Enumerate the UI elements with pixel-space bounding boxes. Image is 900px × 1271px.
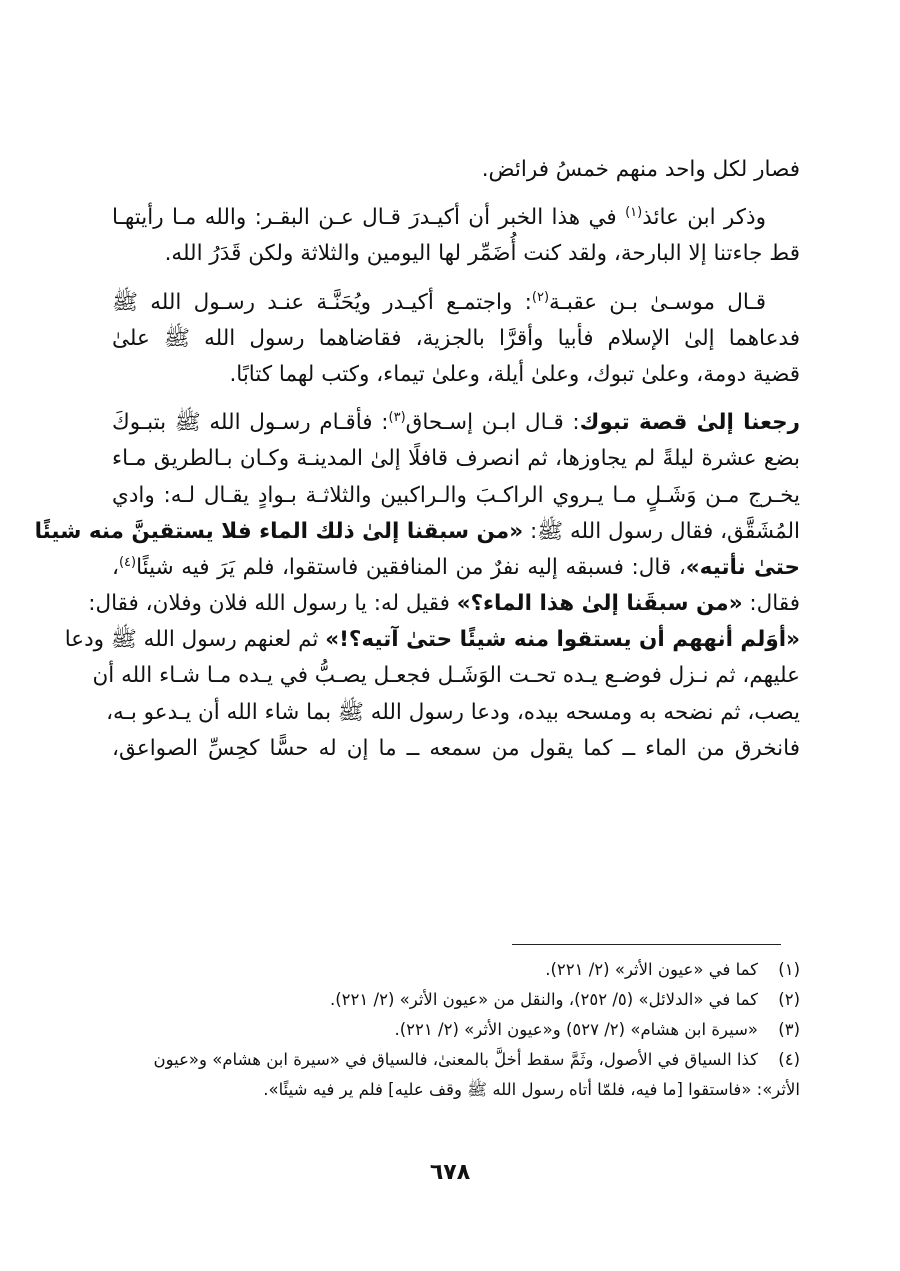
paragraph-4-line-4: المُشَقَّق، فقال رسول الله ﷺ: «من سبقنا إلىٰ ذلك الماء فلا يستقينَّ منه شيئًا <box>34 518 800 544</box>
paragraph-3-line-3: قضية دومة، وعلىٰ تبوك، وعلىٰ أيلة، وعلىٰ تيماء، وكتب لهما كتابًا. <box>229 361 800 387</box>
footnote-marker-2[interactable]: (٢) <box>531 289 550 305</box>
footnote-text: كما في «الدلائل» (٥/ ٢٥٢)، والنقل من «عيون الأثر» (٢/ ٢٢١). <box>329 990 758 1009</box>
footnote-2 <box>112 985 800 1015</box>
paragraph-3-line-1: قـال موسـىٰ بـن عقبـة$^{(٢)}$: واجتمـع أكيـدر ويُحَنَّـة عنـد رسـول الله ﷺ <box>112 289 767 315</box>
main-text <box>34 152 800 767</box>
paragraph-1-line-1: فصار لكل واحد منهم خمسُ فرائض. <box>481 157 800 182</box>
paragraph-gap <box>112 188 800 200</box>
footnote-number: (٤) <box>778 1050 800 1069</box>
footnote-3 <box>112 1015 800 1045</box>
paragraph-2-line-2: قط جاءتنا إلا البارحة، ولقد كنت أُضَمِّر لها اليومين والثلاثة ولكن قَدَرُ الله. <box>164 241 800 267</box>
footnote-number: (٣) <box>778 1020 800 1039</box>
footnote-text: كذا السياق في الأصول، وثَمَّ سقط أخلَّ بالمعنىٰ، فالسياق في «سيرة ابن هشام» و«عيون <box>153 1050 758 1069</box>
paragraph-4-line-3: يخـرج مـن وَشَـلٍ مـا يـروي الراكـبَ والـراكبين والثلاثـة بـوادٍ يقـال لـه: وادي <box>112 482 800 508</box>
footnotes <box>112 955 800 1105</box>
footnote-divider <box>512 944 781 945</box>
footnote-4-continuation: الأثر»: «فاستقوا [ما فيه، فلمّا أتاه رسول الله ﷺ وقف عليه] فلم ير فيه شيئًا». <box>263 1080 800 1099</box>
footnote-text: كما في «عيون الأثر» (٢/ ٢٢١). <box>545 960 758 979</box>
hadith-quote: حتىٰ نأتيه» <box>685 554 800 580</box>
paragraph-gap <box>112 273 800 285</box>
footnote-marker-3[interactable]: (٣) <box>388 409 406 425</box>
paragraph-4-line-10: فانخرق من الماء ــ كما يقول من سمعه ــ ما إن له حسًّا كحِسِّ الصواعق، <box>112 735 800 761</box>
paragraph-4-line-7: «أوَلم أنههم أن يستقوا منه شيئًا حتىٰ آتيه؟!» ثم لعنهم رسول الله ﷺ ودعا <box>64 627 800 653</box>
footnote-1 <box>112 955 800 985</box>
hadith-quote: «من سبقنا إلىٰ ذلك الماء فلا يستقينَّ منه شيئًا <box>34 518 524 544</box>
footnote-4 <box>112 1045 800 1075</box>
footnote-number: (١) <box>778 960 800 979</box>
paragraph-4-line-8: عليهم، ثم نـزل فوضـع يـده تحـت الوَشَـل فجعـل يصـبُّ في يـده مـا شـاء الله أن <box>92 663 800 689</box>
footnote-marker-4[interactable]: (٤) <box>118 554 137 570</box>
hadith-quote: «أوَلم أنههم أن يستقوا منه شيئًا حتىٰ آتيه؟!» <box>325 627 800 653</box>
paragraph-4-line-2: بضع عشرة ليلةً لم يجاوزها، ثم انصرف قافلًا إلىٰ المدينـة وكـان بـالطريق مـاء <box>112 446 800 472</box>
footnote-text: «سيرة ابن هشام» (٢/ ٥٢٧) و«عيون الأثر» (٢/ ٢٢١). <box>394 1020 758 1039</box>
paragraph-4-line-1: رجعنا إلىٰ قصة تبوك: قـال ابـن إسـحاق$^{(٣)}$: فأقـام رسـول الله ﷺ بتبـوكَ <box>112 409 800 436</box>
paragraph-4-line-9: يصب، ثم نضحه به ومسحه بيده، ودعا رسول الله ﷺ بما شاء الله أن يـدعو بـه، <box>106 699 800 725</box>
paragraph-2-line-1: وذكر ابن عائذ$^{(١)}$ في هذا الخبر أن أكيـدرَ قـال عـن البقـر: والله مـا رأيتهـا <box>112 205 766 231</box>
paragraph-3-line-2: فدعاهما إلىٰ الإسلام فأبيا وأقرَّا بالجزية، فقاضاهما رسول الله ﷺ علىٰ <box>112 325 800 351</box>
paragraph-gap <box>112 393 800 405</box>
footnote-number: (٢) <box>778 990 800 1009</box>
paragraph-4-line-5: حتىٰ نأتيه»، قال: فسبقه إليه نفرٌ من المنافقين فاستقوا، فلم يَرَ فيه شيئًا$^{(٤)}$، <box>112 554 800 580</box>
paragraph-4-line-6: فقال: «من سبقَنا إلىٰ هذا الماء؟» فقيل له: يا رسول الله فلان وفلان، فقال: <box>88 591 800 617</box>
hadith-quote: «من سبقَنا إلىٰ هذا الماء؟» <box>456 591 743 617</box>
page-number: ٦٧٨ <box>429 1160 471 1185</box>
section-heading: رجعنا إلىٰ قصة تبوك <box>579 410 800 436</box>
footnote-marker-1[interactable]: (١) <box>625 205 643 221</box>
